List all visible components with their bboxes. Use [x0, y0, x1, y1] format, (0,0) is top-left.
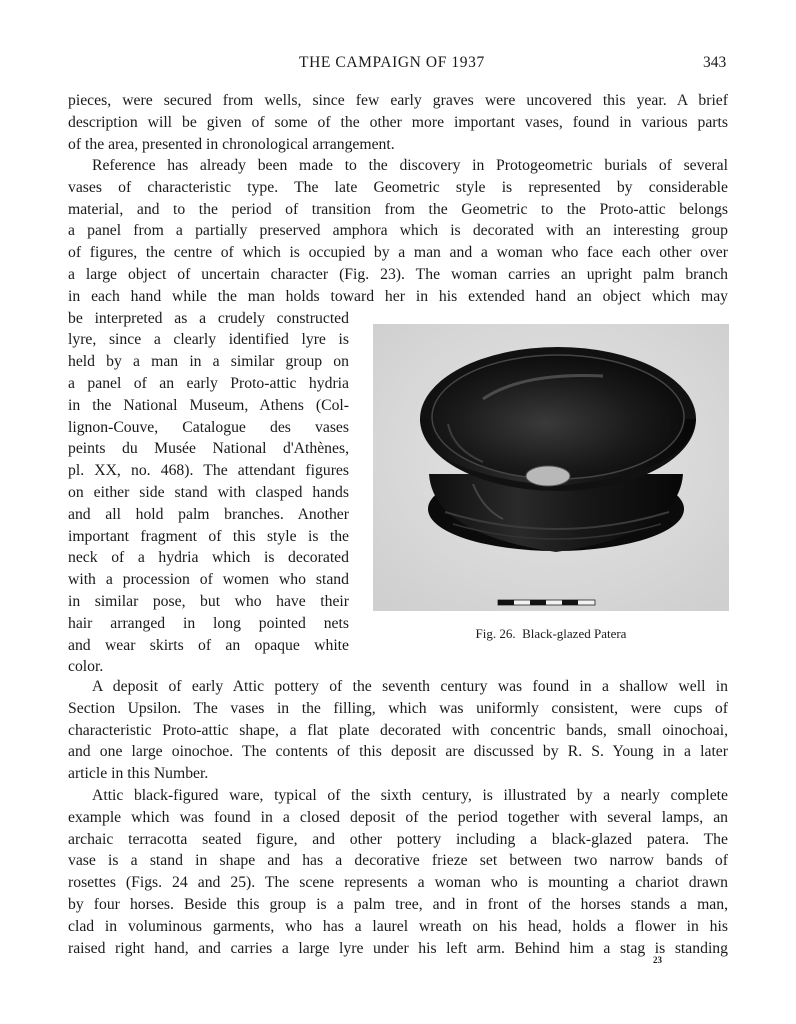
text-line: vases of characteristic type. The late Geometric style is represented by considerable — [68, 178, 728, 196]
text-line: archaic terracotta seated figure, and other pottery including a black-glazed patera. The — [68, 830, 728, 848]
paragraph-3 — [68, 676, 728, 785]
text-line: held by a man in a similar group on — [68, 353, 349, 371]
text-line: color. — [68, 658, 104, 676]
text-line: material, and to the period of transition from the Geometric to the Proto-attic belongs — [68, 200, 728, 218]
text-line: example which was found in a closed deposit of the period together with several lamps, an — [68, 808, 728, 826]
text-line: a panel from a partially preserved amphora which is decorated with an interesting group — [68, 222, 728, 240]
text-line: rosettes (Figs. 24 and 25). The scene represents a woman who is mounting a chariot drawn — [68, 874, 728, 892]
paragraph-2 — [68, 155, 728, 308]
text-line: in each hand while the man holds toward her in his extended hand an object which may — [68, 287, 728, 305]
text-line: of figures, the centre of which is occupied by a man and a woman who face each other over — [68, 244, 728, 262]
text-line: hair arranged in long pointed nets — [68, 614, 349, 632]
patera-photo — [373, 324, 729, 611]
text-line: Attic black-figured ware, typical of the sixth century, is illustrated by a nearly complete — [92, 787, 728, 804]
text-line: and all hold palm branches. Another — [68, 505, 349, 523]
figure-title: Black-glazed Patera — [522, 626, 627, 641]
text-line: of the area, presented in chronological arrangement. — [68, 135, 395, 153]
text-line: Section Upsilon. The vases in the filling, which was uniformly consistent, were cups of — [68, 699, 728, 717]
text-line: pl. XX, no. 468). The attendant figures — [68, 462, 349, 480]
text-line: important fragment of this style is the — [68, 527, 349, 545]
text-line: article in this Number. — [68, 765, 209, 783]
text-line: be interpreted as a crudely constructed — [68, 309, 349, 327]
text-line: and wear skirts of an opaque white — [68, 636, 349, 654]
text-line: in the National Museum, Athens (Col- — [68, 396, 349, 414]
scale-bar — [498, 600, 595, 605]
text-line: and one large oinochoe. The contents of this deposit are discussed by R. S. Young in a later — [68, 743, 728, 761]
text-line: a panel of an early Proto-attic hydria — [68, 374, 349, 392]
signature-mark: 23 — [653, 955, 662, 965]
page-number: 343 — [703, 54, 727, 71]
text-line: clad in voluminous garments, who has a laurel wreath on his head, holds a flower in his — [68, 917, 728, 935]
figure-label: Fig. 26. — [475, 626, 516, 641]
text-line: neck of a hydria which is decorated — [68, 549, 349, 567]
text-line: vase is a stand in shape and has a decorative frieze set between two narrow bands of — [68, 852, 728, 870]
text-line: pieces, were secured from wells, since few early graves were uncovered this year. A brief — [68, 92, 728, 109]
running-header — [0, 54, 796, 76]
text-line: on either side stand with clasped hands — [68, 483, 349, 501]
paragraph-1 — [68, 90, 728, 155]
text-line: lyre, since a clearly identified lyre is — [68, 331, 349, 349]
text-line: raised right hand, and carries a large lyre under his left arm. Behind him a stag is standing — [68, 939, 728, 957]
text-line: a large object of uncertain character (Fig. 23). The woman carries an upright palm branch — [68, 265, 728, 283]
text-line: in similar pose, but who have their — [68, 592, 349, 610]
text-line: description will be given of some of the other more important vases, found in various parts — [68, 113, 728, 131]
paragraph-4 — [68, 785, 728, 959]
text-line: Reference has already been made to the discovery in Protogeometric burials of several — [92, 157, 728, 174]
text-line: A deposit of early Attic pottery of the seventh century was found in a shallow well in — [92, 678, 728, 695]
figure-photo — [373, 324, 729, 611]
text-line: lignon-Couve, Catalogue des vases — [68, 418, 349, 436]
text-line: characteristic Proto-attic shape, a flat plate decorated with concentric bands, small oinochoai, — [68, 721, 728, 739]
text-line: by four horses. Beside this group is a palm tree, and in front of the horses stands a man, — [68, 895, 728, 913]
text-line: peints du Musée National d'Athènes, — [68, 440, 349, 458]
paragraph-2-wrapped — [68, 308, 349, 679]
figure-caption — [373, 626, 729, 642]
text-line: with a procession of women who stand — [68, 571, 349, 589]
running-title: THE CAMPAIGN OF 1937 — [299, 54, 485, 71]
